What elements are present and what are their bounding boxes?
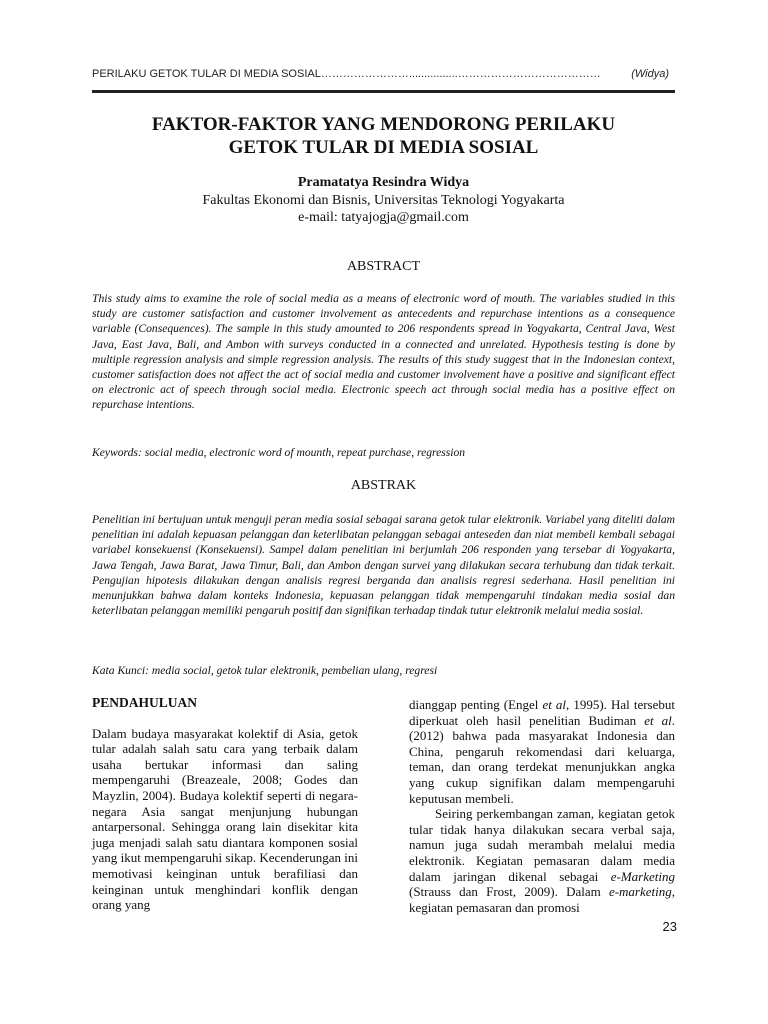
abstract-heading: ABSTRACT [346,259,421,274]
keywords: Keywords: social media, electronic word of mounth, repeat purchase, regression [92,446,466,459]
body-paragraph-2: dianggap penting (Engel et al, 1995). Hal tersebut diperkuat oleh hasil penelitian Budiman et al. (2012) bahwa pada masyarakat Indonesia dan China, pengaruh rekomendasi dari keluarga, teman, dan orang terdekat menunjukkan angka yang cukup signifikan dalam mempengaruhi keputusan membeli. [409,697,675,806]
running-header-title: PERILAKU GETOK TULAR DI MEDIA SOSIAL……………………................………………………………… [92,68,601,80]
section-heading: PENDAHULUAN [92,695,198,710]
paper-title [92,113,675,159]
running-header [92,68,669,80]
running-header-author: (Widya) [631,68,669,80]
body-paragraph-3: Seiring perkembangan zaman, kegiatan getok tular tidak hanya dilakukan secara verbal saja, namun juga sudah merambah melalui media elektronik. Kegiatan pemasaran dalam media dalam jaringan dikenal sebagai e-Marketing (Strauss dan Frost, 2009). Dalam e-marketing, kegiatan pemasaran dan promosi [409,806,675,915]
paper-title-line-1: FAKTOR-FAKTOR YANG MENDORONG PERILAKU [151,114,616,135]
body-column-right [409,697,675,915]
abstrak-text: Penelitian ini bertujuan untuk menguji peran media sosial sebagai sarana getok tular elektronik. Variabel yang diteliti dalam penelitian ini adalah kepuasan pelanggan dan keterlibatan pelanggan sebagai anteseden dan niat membeli kembali sebagai variabel konsekuensi (Konsekuensi). Sampel dalam penelitian ini berjumlah 206 responden yang tersebar di Yogyakarta, Jawa Tengah, Jawa Barat, Jawa Timur, Bali, dan Ambon dengan survei yang dilakukan secara terhubung dan tidak terkait. Pengujian hipotesis dilakukan dengan analisis regresi berganda dan analisis regresi sederhana. Hasil penelitian ini menunjukkan bahwa dalam konteks Indonesia, kepuasan pelanggan tidak mempengaruhi tindakan media sosial dan keterlibatan pelanggan memiliki pengaruh positif dan signifikan terhadap tindak tutur elektronik melalui media sosial. [92,513,675,618]
author-affiliation-block [92,192,675,226]
kata-kunci: Kata Kunci: media social, getok tular elektronik, pembelian ulang, regresi [92,664,438,677]
author-name: Pramatatya Resindra Widya [297,175,470,190]
page-number: 23 [662,919,677,934]
author-affiliation: Fakultas Ekonomi dan Bisnis, Universitas Teknologi Yogyakarta [202,193,565,208]
author-email: e-mail: tatyajogja@gmail.com [298,210,469,225]
body-column-left [92,695,358,913]
header-rule [92,90,675,93]
body-paragraph-1: Dalam budaya masyarakat kolektif di Asia, getok tular adalah salah satu cara yang terbaik dalam usaha bertukar informasi dan saling mempengaruhi (Breazeale, 2008; Godes dan Mayzlin, 2004). Budaya kolektif seperti di negara-negara Asia sangat menjunjung hubungan antarpersonal. Sehingga orang lain disekitar kita juga menjadi salah satu diantara komponen sosial yang ikut mempengaruhi sikap. Kecenderungan ini memotivasi keinginan untuk berafiliasi dan keinginan untuk menghindari konflik dengan orang yang [92,725,358,913]
abstrak-heading: ABSTRAK [350,478,417,493]
abstract-text: This study aims to examine the role of social media as a means of electronic word of mouth. The variables studied in this study are customer satisfaction and customer involvement as antecedents and repurchase intentions as a consequence variable (Consequences). The sample in this study amounted to 206 respondents spread in Yogyakarta, Central Java, West Java, East Java, Bali, and Ambon with surveys conducted in a connected and unrelated. Hypothesis testing is done by multiple regression analysis and simple regression analysis. The results of this study suggest that in the Indonesian context, customer satisfaction does not affect the act of social media and customer involvement have a positive and significant effect on electronic act of speech through social media. Electronic speech act through social media has a positive effect on repurchase intentions. [92,292,675,412]
paper-title-line-2: GETOK TULAR DI MEDIA SOSIAL [228,137,539,158]
